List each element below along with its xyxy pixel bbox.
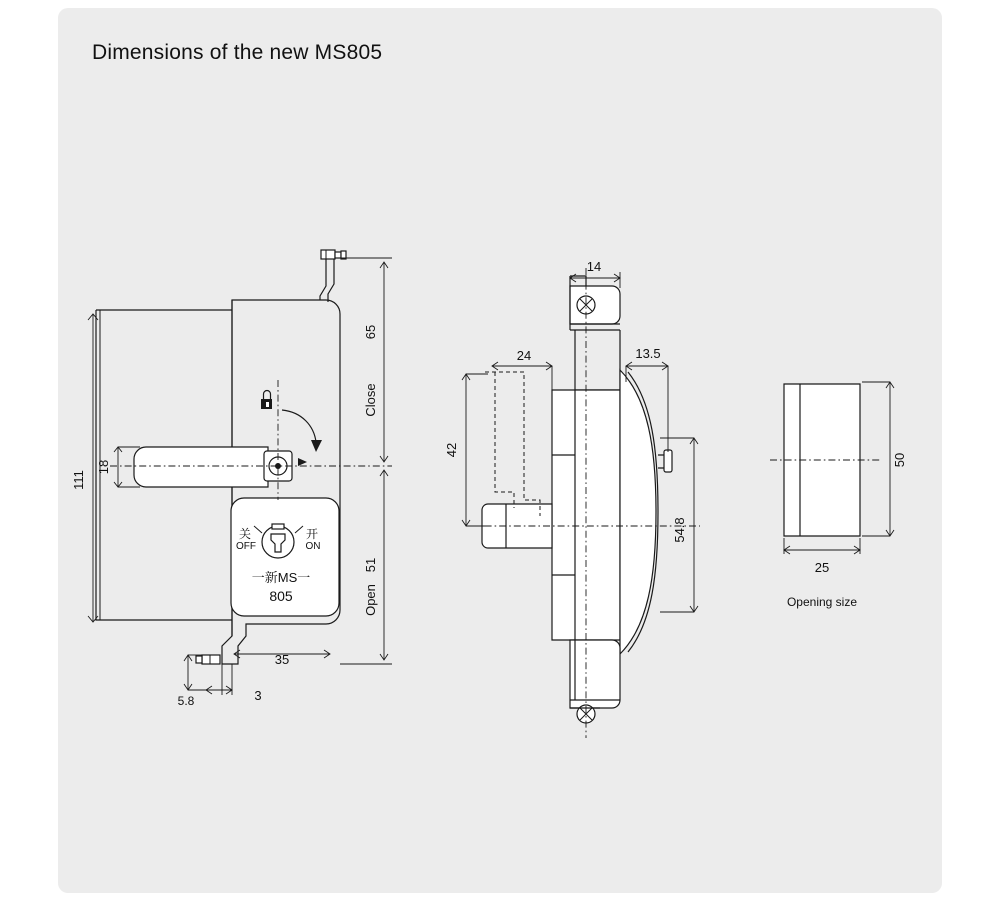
dim-13-5-label: 13.5 xyxy=(635,346,661,361)
dim-14-label: 14 xyxy=(586,259,602,274)
dim-35 xyxy=(234,650,330,667)
model-text: 805 xyxy=(269,588,293,604)
front-bottom-bracket xyxy=(196,655,220,664)
direction-arrow-small xyxy=(298,458,307,466)
lock-icon xyxy=(261,391,272,409)
dim-14 xyxy=(570,259,620,288)
front-handle xyxy=(134,447,268,487)
dim-25 xyxy=(784,538,860,575)
label-off-en: OFF xyxy=(236,541,256,552)
side-cover xyxy=(620,370,672,654)
dim-3-label: 3 xyxy=(254,688,262,703)
dim-42 xyxy=(444,374,488,526)
side-body xyxy=(552,390,620,640)
opening-size-caption: Opening size xyxy=(786,595,858,609)
dim-54-8-label: 54.8 xyxy=(672,517,687,543)
opening-size-view xyxy=(770,382,907,609)
brand-text: 一新MS一 xyxy=(251,570,311,585)
dim-24 xyxy=(492,348,552,392)
dim-51-open xyxy=(363,470,388,660)
side-view xyxy=(444,259,700,738)
dim-111 xyxy=(71,314,98,622)
dim-50-label: 50 xyxy=(892,452,907,468)
front-view xyxy=(71,250,392,708)
dim-5-8-label: 5.8 xyxy=(177,694,195,708)
label-on-en: ON xyxy=(305,541,321,552)
dim-111-label: 111 xyxy=(71,470,86,490)
dim-35-label: 35 xyxy=(274,652,290,667)
dim-25-label: 25 xyxy=(814,560,830,575)
side-top-tab xyxy=(570,276,620,390)
rotation-arrow xyxy=(282,410,322,452)
dim-3 xyxy=(206,664,262,703)
side-bottom-tab xyxy=(570,640,620,723)
dim-24-label: 24 xyxy=(516,348,532,363)
dim-51-label: 51 xyxy=(363,557,378,573)
label-off-cn: 关 xyxy=(238,527,252,541)
dim-42-label: 42 xyxy=(444,442,459,458)
dim-65-label: 65 xyxy=(363,324,378,340)
dim-65-close xyxy=(363,262,388,462)
page-title: Dimensions of the new MS805 xyxy=(92,41,383,64)
label-open: Open xyxy=(363,584,378,616)
label-on-cn: 开 xyxy=(305,527,319,541)
dim-50 xyxy=(862,382,907,536)
dim-18-label: 18 xyxy=(96,459,111,475)
side-hidden-profile xyxy=(485,372,540,516)
label-close: Close xyxy=(363,383,378,417)
